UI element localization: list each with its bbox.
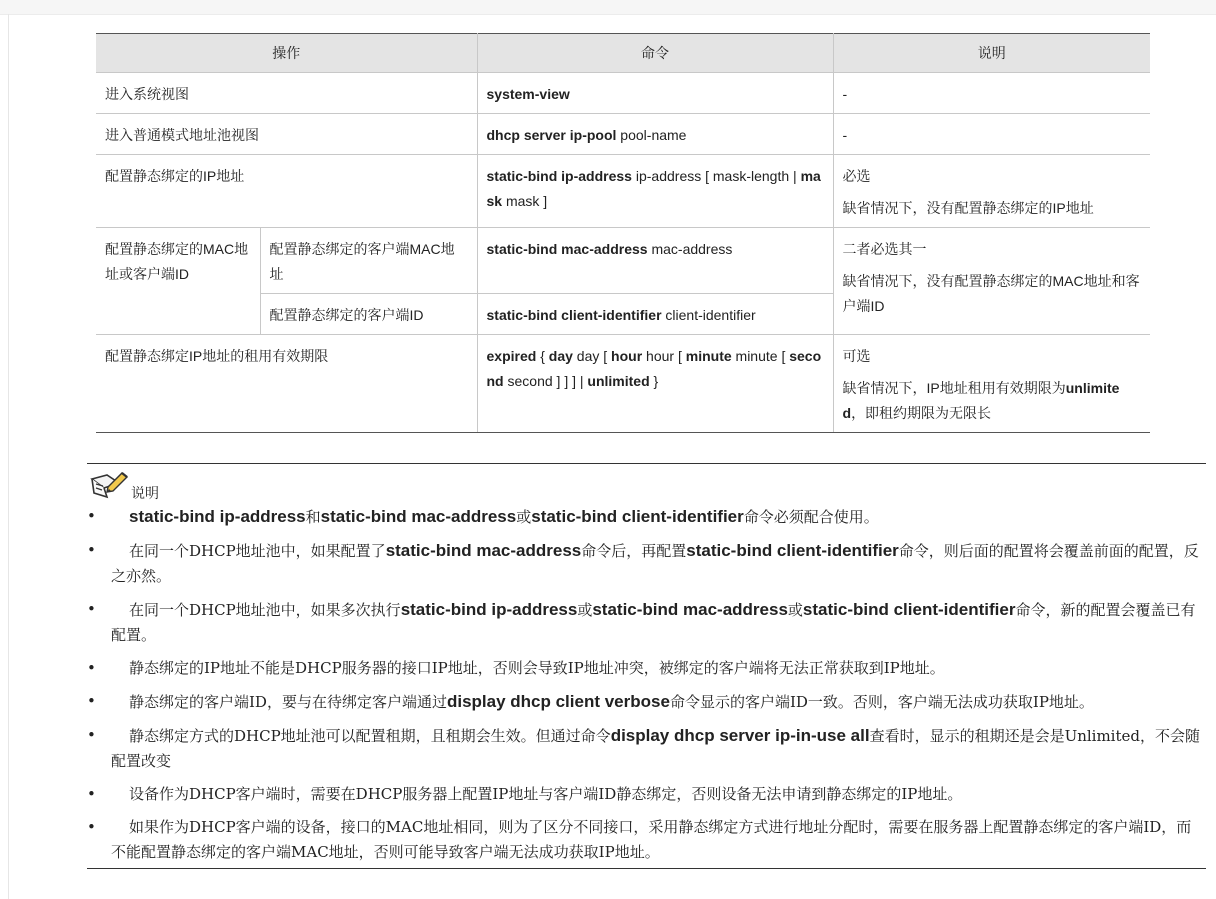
cmd-arg: mask ] [502,193,548,209]
left-margin-line [8,14,9,899]
desc-text: 缺省情况下，IP地址租用有效期限为 [842,380,1066,396]
cmd-keyword: system-view [486,86,570,102]
note-text: 静态绑定的客户端ID，要与在待绑定客户端通过 [129,693,447,711]
desc-cell: - [833,114,1150,155]
cmd-cell [477,73,833,114]
note-pencil-icon [89,469,129,499]
desc-cell: - [833,73,1150,114]
cmd-keyword: dhcp server ip-pool [486,127,617,143]
table-row [96,114,1150,155]
op-group-cell: 配置静态绑定的MAC地址或客户端ID [96,228,260,335]
cmd-keyword: day [548,348,573,364]
list-item [87,656,1206,681]
top-toolbar-strip [0,0,1216,15]
desc-required: 二者必选其一 [842,241,927,257]
note-text: 或 [516,508,532,526]
cmd-arg: day [ [572,348,612,364]
desc-optional: 可选 [842,348,871,364]
cmd-arg: mac-address [647,241,733,257]
note-text: 在同一个DHCP地址池中，如果配置了 [129,542,386,560]
cmd-arg: { [536,348,549,364]
cmd-cell [477,114,833,155]
desc-cell [833,155,1150,228]
cmd-keyword: static-bind ip-address [129,507,306,526]
note-label: 说明 [131,485,159,501]
table-row [96,228,1150,294]
note-text: 设备作为DHCP客户端时，需要在DHCP服务器上配置IP地址与客户端ID静态绑定，否则设备无法申请到静态绑定的IP地址。 [129,785,963,803]
note-box [87,463,1206,869]
op-cell: 配置静态绑定的客户端MAC地址 [260,228,477,294]
cmd-keyword: static-bind mac-address [486,241,648,257]
header-command: 命令 [477,34,833,73]
cmd-keyword: static-bind mac-address [320,507,517,526]
note-list [87,504,1206,873]
cmd-arg: } [649,373,659,389]
note-text: 查看时，显示的租期还是会是Unlimited，不会随配置改变 [111,727,1200,770]
cmd-keyword: static-bind ip-address [486,168,632,184]
list-item [87,597,1206,648]
list-item [87,689,1206,715]
cmd-keyword: display dhcp client verbose [446,692,670,711]
desc-cell [833,228,1150,335]
cmd-keyword: static-bind mac-address [592,600,788,619]
cmd-keyword: static-bind ip-address [400,600,578,619]
header-description: 说明 [833,34,1150,73]
cmd-keyword: static-bind client-identifier [802,600,1016,619]
desc-keyword: unlimited [842,380,1120,421]
note-text: 或 [577,601,593,619]
cmd-cell [477,294,833,335]
cmd-keyword: unlimited [587,373,650,389]
desc-default: 缺省情况下，没有配置静态绑定的MAC地址和客户端ID [842,273,1140,314]
cmd-keyword: static-bind client-identifier [531,507,744,526]
desc-required: 必选 [842,168,871,184]
cmd-arg: pool-name [616,127,687,143]
note-text: 静态绑定的IP地址不能是DHCP服务器的接口IP地址，否则会导致IP地址冲突，被绑定的客户端将无法正常获取到IP地址。 [129,659,945,677]
desc-default [843,376,1142,426]
list-item [87,504,1206,530]
desc-default: 缺省情况下，没有配置静态绑定的IP地址 [842,200,1094,216]
cmd-cell [477,155,833,228]
note-text: 命令必须配合使用。 [743,508,879,526]
list-item [87,723,1206,774]
note-text: 如果作为DHCP客户端的设备，接口的MAC地址相同，则为了区分不同接口，采用静态绑定方式进行地址分配时，需要在服务器上配置静态绑定的客户端ID，而不能配置静态绑定的客户端MAC地址，否则可能导致客户端无法成功获取IP地址。 [111,818,1192,861]
desc-text: ，即租约期限为无限长 [851,405,992,421]
op-cell: 配置静态绑定的客户端ID [260,294,477,335]
config-table [96,33,1150,433]
cmd-keyword: minute [685,348,732,364]
table-header-row [96,34,1150,73]
note-text: 命令后，再配置 [581,542,687,560]
cmd-keyword: static-bind mac-address [385,541,582,560]
table-row [96,155,1150,228]
cmd-keyword: static-bind client-identifier [686,541,899,560]
desc-cell [833,335,1150,433]
cmd-arg: minute [ [731,348,790,364]
note-text: 静态绑定方式的DHCP地址池可以配置租期，且租期会生效。但通过命令 [129,727,611,745]
note-text: 命令，新的配置会覆盖已有配置。 [111,601,1196,644]
cmd-arg: ip-address [ mask-length | [631,168,801,184]
op-cell: 进入系统视图 [96,73,477,114]
note-text: 或 [787,601,803,619]
op-cell: 配置静态绑定的IP地址 [96,155,477,228]
note-text: 在同一个DHCP地址池中，如果多次执行 [129,601,401,619]
table-row [96,335,1150,433]
cmd-arg: hour [ [642,348,686,364]
cmd-arg: client-identifier [661,307,756,323]
note-text: 和 [305,508,321,526]
op-cell: 配置静态绑定IP地址的租用有效期限 [96,335,477,433]
op-cell: 进入普通模式地址池视图 [96,114,477,155]
cmd-keyword: hour [611,348,643,364]
note-text: 命令，则后面的配置将会覆盖前面的配置，反之亦然。 [111,542,1199,585]
cmd-keyword: mask [486,168,821,209]
list-item [87,815,1206,865]
list-item [87,538,1206,589]
note-text: 命令显示的客户端ID一致。否则，客户端无法成功获取IP地址。 [669,693,1094,711]
cmd-keyword: expired [486,348,537,364]
cmd-cell [477,335,833,433]
cmd-cell [477,228,833,294]
list-item [87,782,1206,807]
cmd-keyword: display dhcp server ip-in-use all [610,726,870,745]
cmd-arg: second ] ] ] | [503,373,588,389]
cmd-keyword: second [486,348,822,389]
table-row [96,73,1150,114]
header-operation: 操作 [96,34,477,73]
cmd-keyword: static-bind client-identifier [486,307,662,323]
